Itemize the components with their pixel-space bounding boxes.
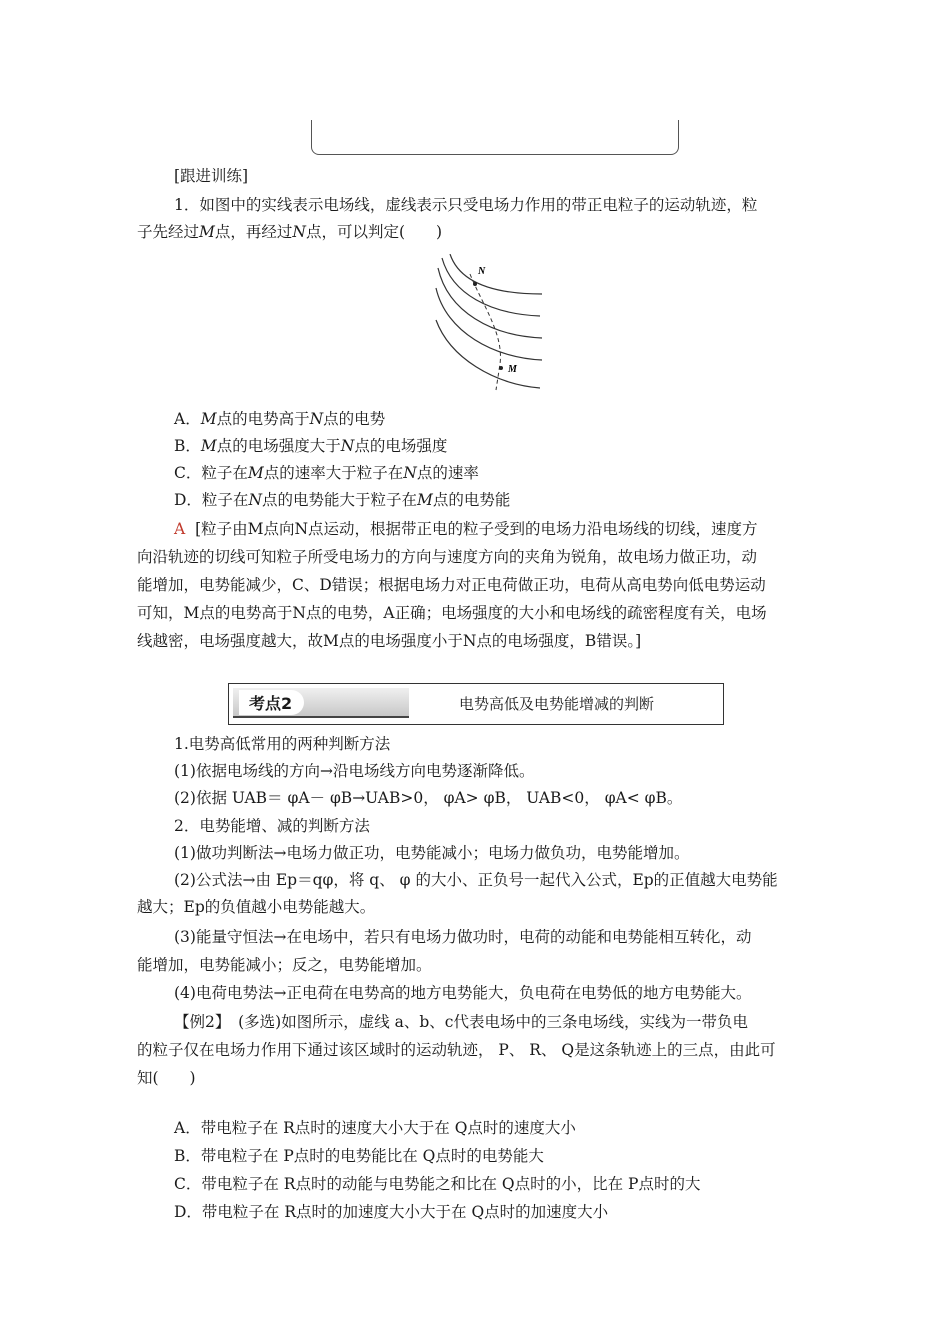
kaodian-title: 电势高低及电势能增减的判断 (459, 695, 655, 713)
paragraph-2: (2)依据 UAB＝ φA－ φB→UAB>0， φA> φB， UAB<0， φA< φB。 (174, 789, 683, 807)
electric-field-lines-figure (434, 254, 548, 394)
option-b: B．M点的电场强度大于N点的电场强度 (174, 437, 448, 455)
explanation-line2: 向沿轨迹的切线可知粒子所受电场力的方向与速度方向的夹角为锐角，故电场力做正功，动 (137, 548, 758, 566)
field-line (436, 320, 540, 388)
point-m (499, 366, 503, 370)
label-n: N (478, 266, 486, 277)
paragraph-4a: (2)公式法→由 Ep＝qφ，将 q、 φ 的大小、正负号一起代入公式，Ep的正值越大电势能 (174, 871, 778, 889)
kaodian-label: 考点2 (239, 690, 304, 715)
option-a: A．M点的电势高于N点的电势 (174, 410, 386, 428)
example-2-option-a: A．带电粒子在 R点时的速度大小大于在 Q点时的速度大小 (174, 1119, 576, 1137)
field-line (438, 268, 542, 338)
section-title: [跟进训练] (174, 167, 249, 185)
question-1-stem-line2: 子先经过M点，再经过N点，可以判定( ) (137, 223, 443, 241)
question-1-stem-line1: 1．如图中的实线表示电场线，虚线表示只受电场力作用的带正电粒子的运动轨迹，粒 (174, 196, 758, 214)
example-2-option-b: B．带电粒子在 P点时的电势能比在 Q点时的电势能大 (174, 1147, 544, 1165)
kaodian-banner (228, 683, 724, 725)
explanation-line1: A [粒子由M点向N点运动，根据带正电的粒子受到的电场力沿电场线的切线，速度方 (174, 520, 758, 538)
example-2-option-c: C．带电粒子在 R点时的动能与电势能之和比在 Q点时的小，比在 P点时的大 (174, 1175, 701, 1193)
point-n (473, 282, 477, 286)
example-2-line3: 知( ) (137, 1069, 196, 1087)
previous-figure-frame (311, 120, 679, 155)
example-2-line2: 的粒子仅在电场力作用下通过该区域时的运动轨迹， P、 R、 Q是这条轨迹上的三点，由此可 (137, 1041, 776, 1059)
option-d: D．粒子在N点的电势能大于粒子在M点的电势能 (174, 491, 511, 509)
answer-key: A (174, 520, 186, 538)
paragraph-4b: 越大；Ep的负值越小电势能越大。 (137, 898, 376, 916)
field-line (450, 254, 542, 294)
paragraph-5b: 能增加，电势能减小；反之，电势能增加。 (137, 956, 432, 974)
paragraph-5a: (3)能量守恒法→在电场中，若只有电场力做功时，电荷的动能和电势能相互转化，动 (174, 928, 752, 946)
example-2-line1: 【例2】 (多选)如图所示，虚线 a、b、c代表电场中的三条电场线，实线为一带负电 (174, 1013, 748, 1031)
paragraph-3: (1)做功判断法→电场力做正功，电势能减小；电场力做负功，电势能增加。 (174, 844, 690, 862)
paragraph-6: (4)电荷电势法→正电荷在电势高的地方电势能大，负电荷在电势低的地方电势能大。 (174, 984, 752, 1002)
explanation-line4: 可知，M点的电势高于N点的电势，A正确；电场强度的大小和电场线的疏密程度有关，电场 (137, 604, 767, 622)
heading-1: 1.电势高低常用的两种判断方法 (174, 735, 391, 753)
kaodian-tab (233, 688, 409, 718)
label-m: M (508, 364, 517, 375)
explanation-line3: 能增加，电势能减少，C、D错误；根据电场力对正电荷做正功，电荷从高电势向低电势运动 (137, 576, 766, 594)
option-c: C．粒子在M点的速率大于粒子在N点的速率 (174, 464, 479, 482)
example-2-option-d: D．带电粒子在 R点时的加速度大小大于在 Q点时的加速度大小 (174, 1203, 609, 1221)
paragraph-1: (1)依据电场线的方向→沿电场线方向电势逐渐降低。 (174, 762, 535, 780)
heading-2: 2．电势能增、减的判断方法 (174, 817, 370, 835)
explanation-line5: 线越密，电场强度越大，故M点的电场强度小于N点的电场强度，B错误。] (137, 632, 642, 650)
